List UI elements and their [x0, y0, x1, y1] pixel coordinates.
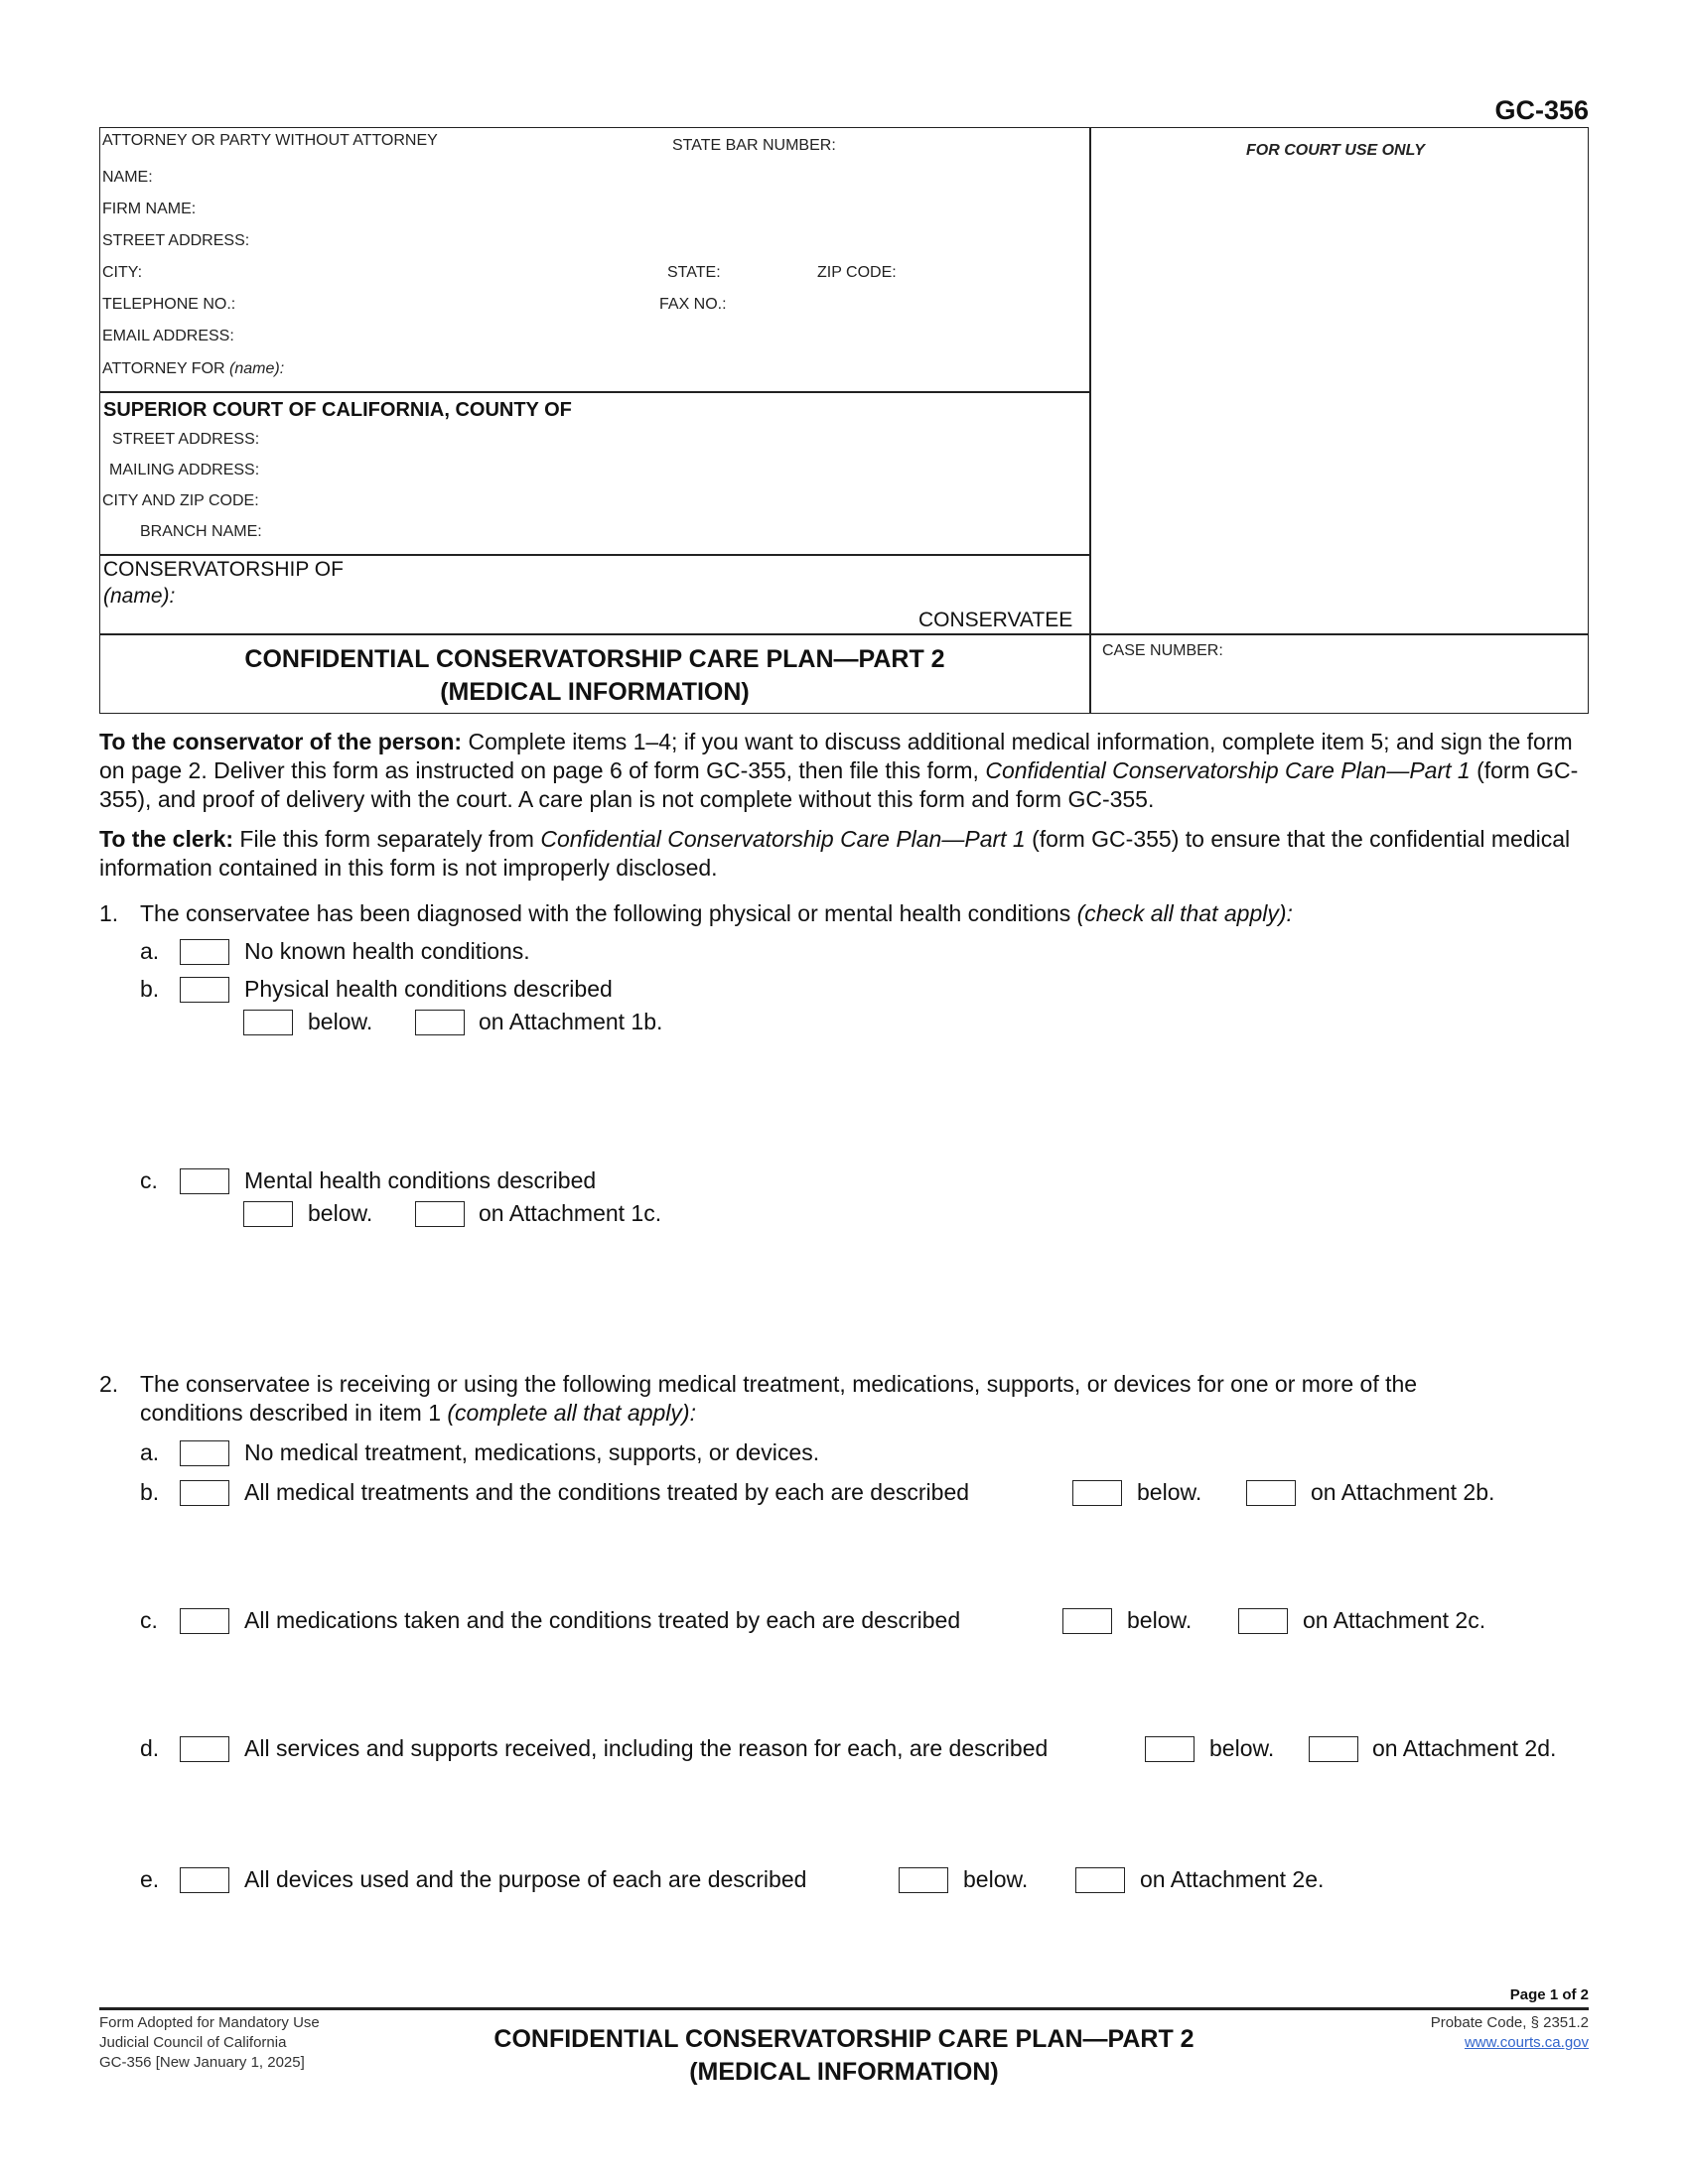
item2c-letter: c.: [140, 1607, 158, 1633]
item2d-letter: d.: [140, 1735, 160, 1761]
item1a-text: No known health conditions.: [244, 938, 530, 964]
item1c-below-label: below.: [308, 1200, 373, 1226]
item2e-text: All devices used and the purpose of each are described: [244, 1866, 807, 1892]
clerk-text-2: (form GC-355) to ensure that the confidential medical information contained in this form is not improperly disclosed.: [99, 826, 1571, 881]
court-cityzip-label[interactable]: CITY AND ZIP CODE:: [102, 492, 259, 509]
item2d-below-checkbox[interactable]: [1145, 1736, 1195, 1762]
footer-references: [1431, 2013, 1589, 2053]
clerk-lead: To the clerk:: [99, 826, 234, 852]
item1a-checkbox[interactable]: [180, 939, 229, 965]
footer-title-line1: CONFIDENTIAL CONSERVATORSHIP CARE PLAN—PART 2: [493, 2025, 1195, 2053]
state-label[interactable]: STATE:: [667, 264, 721, 281]
item1b-attachment-label: on Attachment 1b.: [479, 1009, 663, 1034]
page-number: Page 1 of 2: [1509, 1986, 1589, 2003]
attorney-for-note: (name):: [229, 360, 285, 377]
court-mailing-label[interactable]: MAILING ADDRESS:: [109, 462, 260, 478]
conservator-text-2: (form GC-355), and proof of delivery with the court. A care plan is not complete without this form and form GC-355.: [99, 757, 1579, 812]
item1b-checkbox[interactable]: [180, 977, 229, 1003]
conservator-text-1: Complete items 1–4; if you want to discuss additional medical information, complete item 5; and sign the form on page 2. Deliver this form as instructed on page 6 of form GC-355, then file this form,: [99, 729, 1573, 783]
item2d-checkbox[interactable]: [180, 1736, 229, 1762]
item1-note: (check all that apply):: [1076, 900, 1293, 926]
item2d-attachment-checkbox[interactable]: [1309, 1736, 1358, 1762]
item2b-attachment-label: on Attachment 2b.: [1311, 1479, 1495, 1505]
city-label[interactable]: CITY:: [102, 264, 143, 281]
fax-label[interactable]: FAX NO.:: [659, 296, 727, 313]
item1c-text: Mental health conditions described: [244, 1167, 597, 1193]
footer-rule: [99, 2007, 1589, 2010]
item2b-letter: b.: [140, 1479, 160, 1505]
caption-divider: [1089, 127, 1091, 714]
item2b-attachment-checkbox[interactable]: [1246, 1480, 1296, 1506]
item1c-attachment-label: on Attachment 1c.: [479, 1200, 662, 1226]
adoption-line3: GC-356 [New January 1, 2025]: [99, 2054, 305, 2071]
item2a-letter: a.: [140, 1439, 160, 1465]
item2c-below-checkbox[interactable]: [1062, 1608, 1112, 1634]
court-street-label[interactable]: STREET ADDRESS:: [112, 431, 260, 448]
item1c-below-checkbox[interactable]: [243, 1201, 293, 1227]
item1b-below-label: below.: [308, 1009, 373, 1034]
item2-number: 2.: [99, 1371, 119, 1397]
item2e-attachment-label: on Attachment 2e.: [1140, 1866, 1325, 1892]
conservator-instructions: [99, 728, 1599, 814]
item2b-below-checkbox[interactable]: [1072, 1480, 1122, 1506]
item2e-attachment-checkbox[interactable]: [1075, 1867, 1125, 1893]
telephone-label[interactable]: TELEPHONE NO.:: [102, 296, 236, 313]
item2b-checkbox[interactable]: [180, 1480, 229, 1506]
item1-body: The conservatee has been diagnosed with the following physical or mental health conditions: [140, 900, 1071, 926]
conservator-lead: To the conservator of the person:: [99, 729, 463, 754]
item2c-attachment-label: on Attachment 2c.: [1303, 1607, 1486, 1633]
form-title-line2: (MEDICAL INFORMATION): [440, 678, 750, 706]
court-title: SUPERIOR COURT OF CALIFORNIA, COUNTY OF: [103, 399, 572, 421]
item2d-text: All services and supports received, including the reason for each, are described: [244, 1735, 1049, 1761]
clerk-italic: Confidential Conservatorship Care Plan—Part 1: [540, 826, 1026, 852]
item2d-below-label: below.: [1209, 1735, 1275, 1761]
item2e-checkbox[interactable]: [180, 1867, 229, 1893]
street-address-label[interactable]: STREET ADDRESS:: [102, 232, 250, 249]
item2a-text: No medical treatment, medications, supports, or devices.: [244, 1439, 820, 1465]
adoption-info: [99, 2013, 320, 2073]
email-label[interactable]: EMAIL ADDRESS:: [102, 328, 234, 344]
item1b-below-checkbox[interactable]: [243, 1010, 293, 1035]
probate-code: Probate Code, § 2351.2: [1430, 2014, 1589, 2031]
item2-note: (complete all that apply):: [447, 1400, 696, 1426]
item2-text-line2: [140, 1399, 696, 1427]
conservatorship-label: CONSERVATORSHIP OF: [103, 558, 344, 581]
conservatorship-name-note[interactable]: (name):: [103, 585, 176, 608]
item2b-text: All medical treatments and the conditions treated by each are described: [244, 1479, 970, 1505]
item2d-attachment-label: on Attachment 2d.: [1372, 1735, 1557, 1761]
item2c-text: All medications taken and the conditions treated by each are described: [244, 1607, 961, 1633]
attorney-label: ATTORNEY OR PARTY WITHOUT ATTORNEY: [102, 132, 438, 149]
item2c-checkbox[interactable]: [180, 1608, 229, 1634]
item2e-below-checkbox[interactable]: [899, 1867, 948, 1893]
state-bar-label: STATE BAR NUMBER:: [672, 137, 836, 154]
adoption-line2: Judicial Council of California: [99, 2034, 287, 2051]
item2-text-line1: The conservatee is receiving or using the following medical treatment, medications, supports, or devices for one or more of the: [140, 1371, 1418, 1397]
conservator-italic: Confidential Conservatorship Care Plan—Part 1: [985, 757, 1471, 783]
case-number-label[interactable]: CASE NUMBER:: [1102, 642, 1223, 659]
item2b-below-label: below.: [1137, 1479, 1202, 1505]
item1-number: 1.: [99, 900, 119, 926]
firm-name-label[interactable]: FIRM NAME:: [102, 201, 197, 217]
item2c-below-label: below.: [1127, 1607, 1193, 1633]
item1c-letter: c.: [140, 1167, 158, 1193]
conservatee-label: CONSERVATEE: [918, 609, 1073, 631]
clerk-instructions: [99, 825, 1589, 883]
form-title: [99, 643, 1090, 709]
footer-title: [417, 2023, 1271, 2089]
item1a-letter: a.: [140, 938, 160, 964]
item1-text: [140, 899, 1293, 927]
form-title-line1: CONFIDENTIAL CONSERVATORSHIP CARE PLAN—PART 2: [244, 645, 945, 673]
item1c-checkbox[interactable]: [180, 1168, 229, 1194]
attorney-for-text: ATTORNEY FOR: [102, 360, 225, 377]
court-use-label: FOR COURT USE ONLY: [1246, 142, 1425, 159]
courts-website-link[interactable]: www.courts.ca.gov: [1464, 2034, 1589, 2051]
form-number: GC-356: [1494, 95, 1589, 125]
item2e-below-label: below.: [963, 1866, 1029, 1892]
item2c-attachment-checkbox[interactable]: [1238, 1608, 1288, 1634]
name-label[interactable]: NAME:: [102, 169, 153, 186]
attorney-for-label[interactable]: [102, 360, 284, 378]
adoption-line1: Form Adopted for Mandatory Use: [99, 2014, 320, 2031]
item1b-letter: b.: [140, 976, 160, 1002]
item1c-attachment-checkbox[interactable]: [415, 1201, 465, 1227]
clerk-text-1: File this form separately from: [233, 826, 541, 852]
footer-title-line2: (MEDICAL INFORMATION): [689, 2058, 999, 2086]
court-branch-label[interactable]: BRANCH NAME:: [140, 523, 262, 540]
item2-body: conditions described in item 1: [140, 1400, 441, 1426]
item2e-letter: e.: [140, 1866, 160, 1892]
item2a-checkbox[interactable]: [180, 1440, 229, 1466]
item1b-text: Physical health conditions described: [244, 976, 613, 1002]
zip-code-label[interactable]: ZIP CODE:: [817, 264, 897, 281]
item1b-attachment-checkbox[interactable]: [415, 1010, 465, 1035]
